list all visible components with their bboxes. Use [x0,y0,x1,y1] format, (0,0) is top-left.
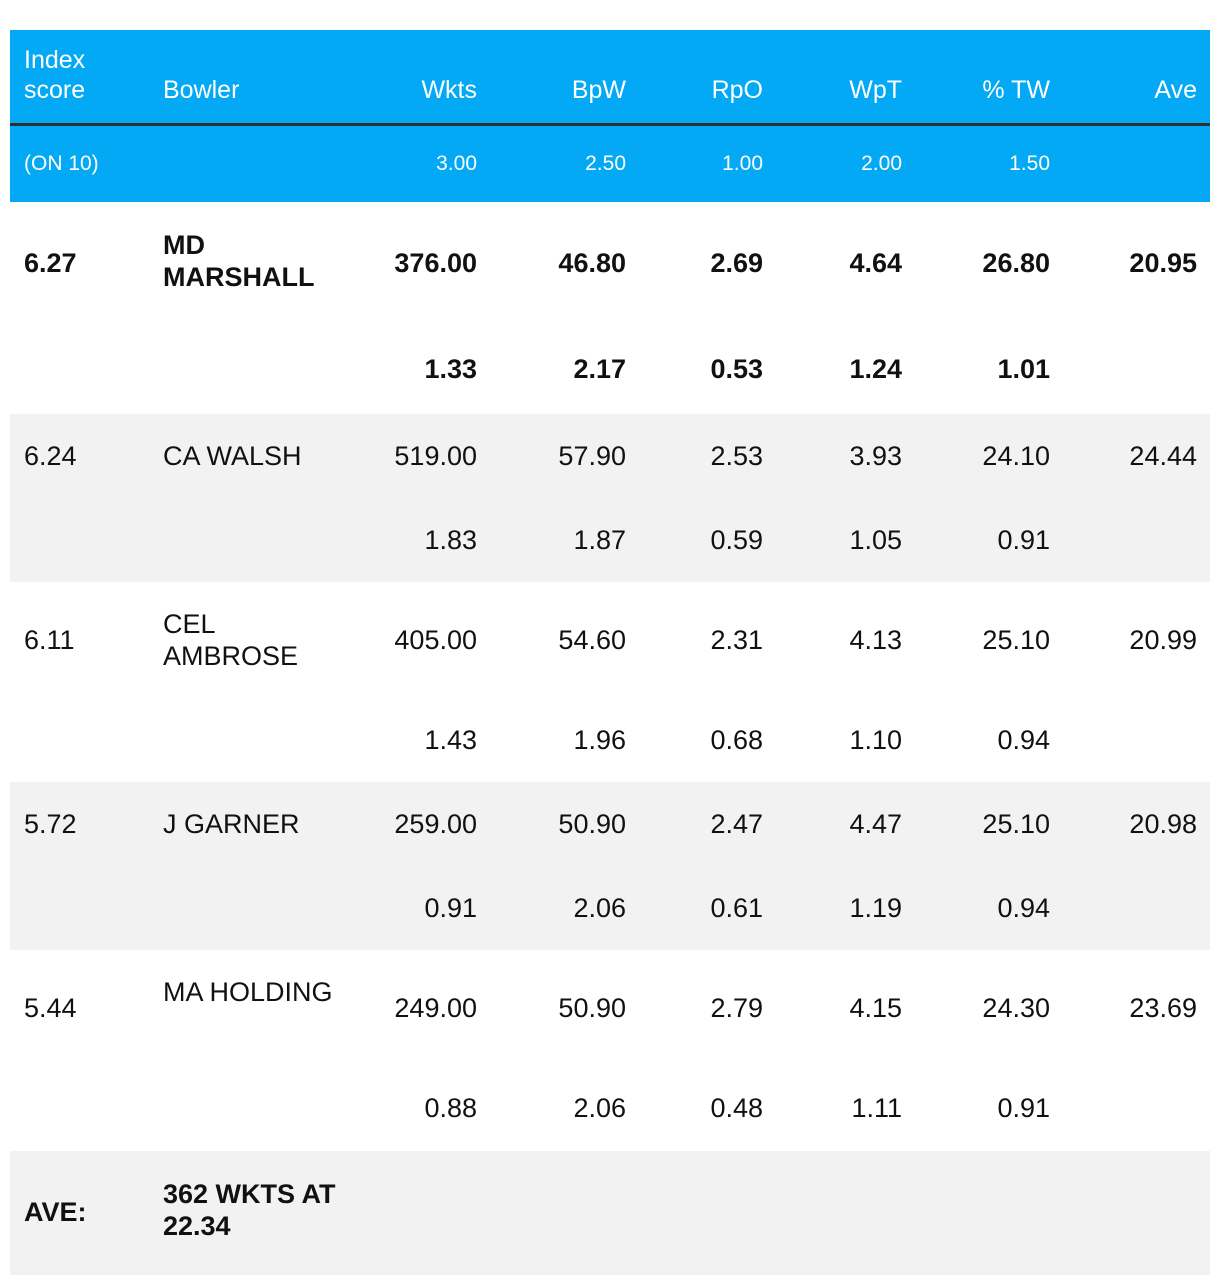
weights-row [10,126,1210,202]
score-wpt: 1.05 [849,525,902,555]
score-pct-tw: 0.91 [997,1093,1050,1123]
stat-wkts: 249.00 [394,993,477,1023]
stat-rpo: 2.69 [710,248,763,278]
bowler-name: J GARNER [163,809,300,839]
weight-wpt: 2.00 [861,152,902,175]
stat-rpo: 2.79 [710,993,763,1023]
stat-rpo: 2.53 [710,441,763,471]
stat-bpw: 54.60 [558,625,626,655]
stat-pct-tw: 25.10 [982,625,1050,655]
weight-wkts: 3.00 [436,152,477,175]
weight-rpo: 1.00 [722,152,763,175]
score-pct-tw: 0.91 [997,525,1050,555]
score-wkts: 1.83 [424,525,477,555]
stat-wpt: 4.47 [849,809,902,839]
weight-bpw: 2.50 [585,152,626,175]
stat-bpw: 57.90 [558,441,626,471]
score-pct-tw: 1.01 [997,354,1050,384]
header-wpt: WpT [849,76,902,104]
stat-bpw: 46.80 [558,248,626,278]
table-row [10,414,1210,582]
score-bpw: 1.87 [573,525,626,555]
average-row [10,1151,1210,1275]
score-pct-tw: 0.94 [997,725,1050,755]
stat-ave: 23.69 [1129,993,1197,1023]
stat-wkts: 376.00 [394,248,477,278]
average-label: AVE: [24,1197,87,1227]
score-rpo: 0.48 [710,1093,763,1123]
table-row [10,582,1210,782]
stat-ave: 20.99 [1129,625,1197,655]
bowler-name: MD MARSHALL [163,230,315,292]
stat-wkts: 519.00 [394,441,477,471]
score-wkts: 1.33 [424,354,477,384]
stat-wpt: 4.13 [849,625,902,655]
header-ave: Ave [1154,76,1197,104]
stat-rpo: 2.47 [710,809,763,839]
score-wkts: 0.91 [424,893,477,923]
stat-rpo: 2.31 [710,625,763,655]
stat-bpw: 50.90 [558,993,626,1023]
table-row [10,950,1210,1151]
stat-wkts: 405.00 [394,625,477,655]
score-wkts: 1.43 [424,725,477,755]
score-wpt: 1.11 [851,1093,902,1123]
bowler-name: CA WALSH [163,441,302,471]
stat-pct-tw: 24.30 [982,993,1050,1023]
weights-label: (ON 10) [24,152,99,175]
score-bpw: 2.06 [573,1093,626,1123]
index-score: 5.44 [24,993,77,1023]
score-rpo: 0.61 [710,893,763,923]
weight-pct-tw: 1.50 [1009,152,1050,175]
stat-ave: 20.98 [1129,809,1197,839]
average-summary: 362 WKTS AT 22.34 [163,1179,336,1241]
bowler-name: CEL AMBROSE [163,609,299,671]
stat-wkts: 259.00 [394,809,477,839]
score-rpo: 0.68 [710,725,763,755]
index-score: 5.72 [24,809,77,839]
stat-wpt: 4.64 [849,248,902,278]
header-index-score: Index score [24,46,86,104]
stat-wpt: 4.15 [849,993,902,1023]
table-row [10,202,1210,414]
header-bpw: BpW [571,76,626,104]
stat-ave: 24.44 [1129,441,1197,471]
index-score: 6.24 [24,441,77,471]
score-rpo: 0.53 [710,354,763,384]
score-bpw: 1.96 [573,725,626,755]
score-wpt: 1.24 [849,354,902,384]
score-pct-tw: 0.94 [997,893,1050,923]
table-row [10,782,1210,950]
score-rpo: 0.59 [710,525,763,555]
index-score: 6.11 [24,625,75,655]
header-bowler: Bowler [163,76,240,104]
header-rpo: RpO [711,76,763,104]
score-bpw: 2.17 [573,354,626,384]
index-score: 6.27 [24,248,77,278]
header-wkts: Wkts [421,76,477,104]
score-wkts: 0.88 [424,1093,477,1123]
stat-pct-tw: 24.10 [982,441,1050,471]
stat-pct-tw: 25.10 [982,809,1050,839]
stat-ave: 20.95 [1129,248,1197,278]
score-wpt: 1.19 [849,893,902,923]
table-header-row [10,30,1210,126]
stat-bpw: 50.90 [558,809,626,839]
header-pct-tw: % TW [982,76,1050,104]
bowler-index-table [10,30,1210,1275]
stat-pct-tw: 26.80 [982,248,1050,278]
stat-wpt: 3.93 [849,441,902,471]
score-wpt: 1.10 [849,725,902,755]
score-bpw: 2.06 [573,893,626,923]
bowler-name: MA HOLDING [163,977,333,1007]
